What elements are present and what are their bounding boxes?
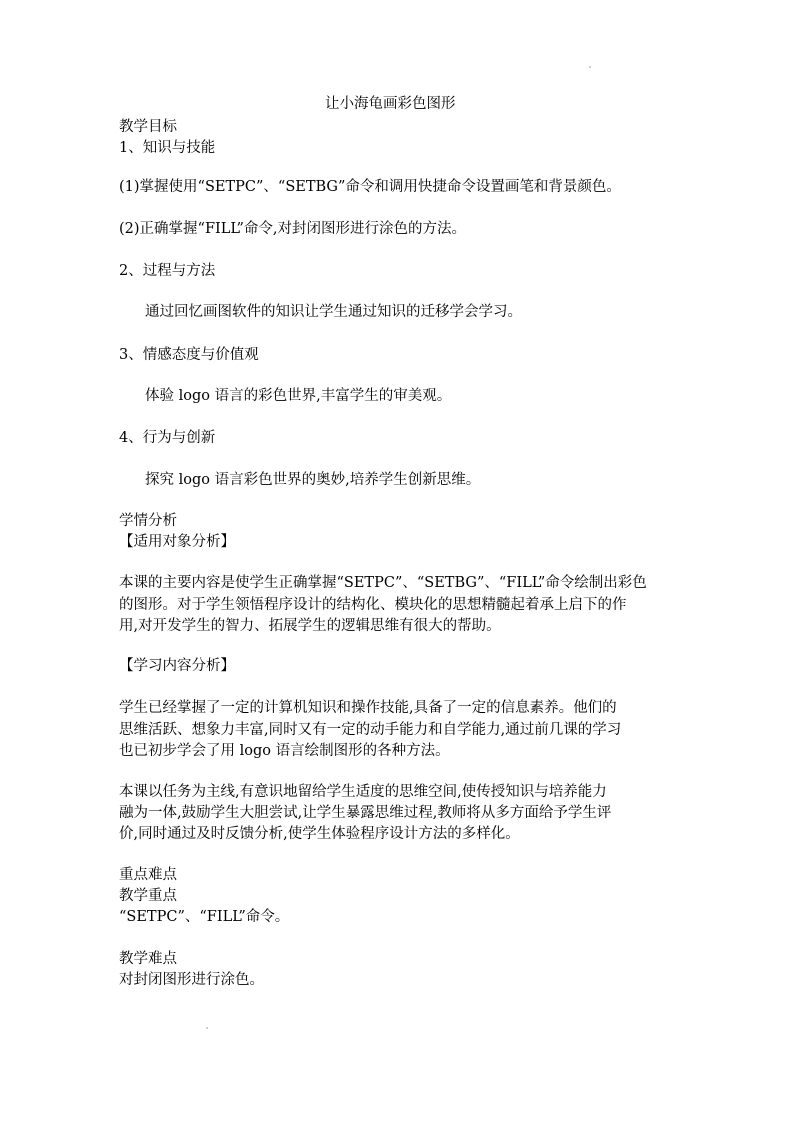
audience-text-line-1: 本课的主要内容是使学生正确掌握“SETPC”、“SETBG”、“FILL”命令绘制出彩色 [119, 575, 647, 591]
content-p1-line-2: 思维活跃、想象力丰富,同时又有一定的动手能力和自学能力,通过前几课的学习 [119, 722, 622, 738]
content-heading: 【学习内容分析】 [119, 658, 235, 674]
document-title: 让小海龟画彩色图形 [325, 96, 456, 112]
process-heading: 2、过程与方法 [119, 263, 216, 279]
content-p2-line-1: 本课以任务为主线,有意识地留给学生适度的思维空间,使传授知识与培养能力 [119, 784, 607, 800]
difficulty-text: 对封闭图形进行涂色。 [119, 972, 264, 988]
audience-heading: 【适用对象分析】 [119, 534, 235, 550]
difficulty-heading: 教学难点 [119, 951, 177, 967]
knowledge-heading: 1、知识与技能 [119, 140, 216, 156]
behavior-heading: 4、行为与创新 [119, 430, 216, 446]
audience-text-line-3: 用,对开发学生的智力、拓展学生的逻辑思维有很大的帮助。 [119, 618, 501, 634]
page-mark-bottom [206, 1027, 208, 1029]
process-text: 通过回忆画图软件的知识让学生通过知识的迁移学会学习。 [145, 304, 522, 320]
key-point-heading: 教学重点 [119, 888, 177, 904]
page-mark-top [589, 66, 591, 68]
content-p1-line-1: 学生已经掌握了一定的计算机知识和操作技能,具备了一定的信息素养。他们的 [119, 700, 617, 716]
audience-text-line-2: 的图形。对于学生领悟程序设计的结构化、模块化的思想精髓起着承上启下的作 [119, 597, 627, 613]
analysis-heading: 学情分析 [119, 513, 177, 529]
key-heading: 重点难点 [119, 867, 177, 883]
knowledge-item-1: (1)掌握使用“SETPC”、“SETBG”命令和调用快捷命令设置画笔和背景颜色。 [119, 179, 621, 195]
content-p2-line-2: 融为一体,鼓励学生大胆尝试,让学生暴露思维过程,教师将从多方面给予学生评 [119, 805, 612, 821]
key-point-text: “SETPC”、“FILL”命令。 [119, 909, 290, 925]
content-p2-line-3: 价,同时通过及时反馈分析,使学生体验程序设计方法的多样化。 [119, 826, 520, 842]
behavior-text: 探究 logo 语言彩色世界的奥妙,培养学生创新思维。 [145, 472, 481, 488]
content-p1-line-3: 也已初步学会了用 logo 语言绘制图形的各种方法。 [119, 743, 450, 759]
emotion-heading: 3、情感态度与价值观 [119, 347, 259, 363]
knowledge-item-2: (2)正确掌握“FILL”命令,对封闭图形进行涂色的方法。 [119, 221, 467, 237]
objectives-heading: 教学目标 [119, 119, 177, 135]
emotion-text: 体验 logo 语言的彩色世界,丰富学生的审美观。 [145, 388, 452, 404]
